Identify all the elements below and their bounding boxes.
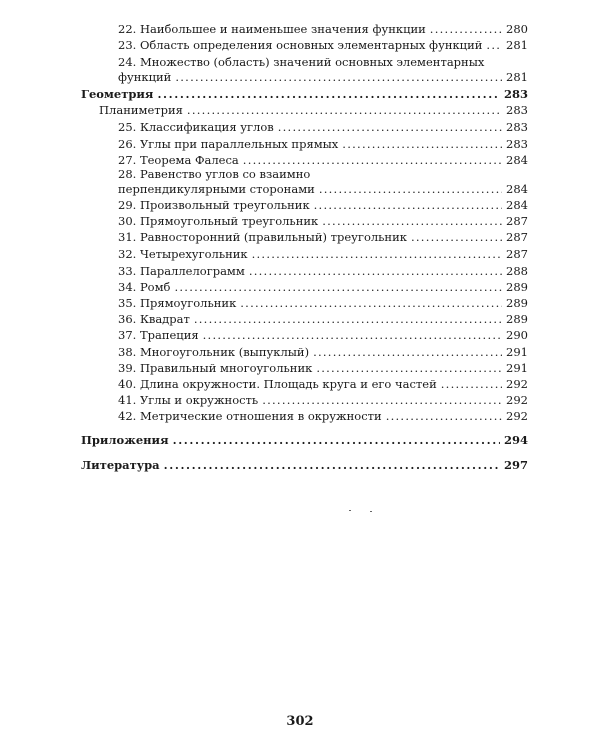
- toc-entry-26[interactable]: [118, 137, 528, 151]
- toc-entry-title: 38. Многоугольник (выпуклый): [118, 345, 310, 359]
- toc-entry-title: 22. Наибольшее и наименьшее значения функции: [118, 22, 426, 36]
- toc-entry-27[interactable]: [118, 153, 528, 167]
- toc-entry-page: 284: [506, 153, 528, 167]
- dot-leader: [313, 345, 502, 359]
- toc-entry-title-line1: 28. Равенство углов со взаимно: [118, 167, 311, 181]
- dot-leader: [157, 87, 500, 101]
- toc-entry-37[interactable]: [118, 328, 528, 342]
- dot-leader: [164, 458, 500, 472]
- dot-leader: [175, 70, 502, 84]
- toc-entry-title: Планиметрия: [99, 103, 183, 117]
- dot-leader: [174, 280, 502, 294]
- toc-entry-page: 289: [506, 280, 528, 294]
- toc-entry-title: 41. Углы и окружность: [118, 393, 259, 407]
- toc-entry-title: 33. Параллелограмм: [118, 264, 245, 278]
- page-number: 302: [286, 714, 314, 729]
- dot-leader: [386, 409, 502, 423]
- dot-leader: [278, 120, 502, 134]
- toc-entry-page: 283: [506, 137, 528, 151]
- toc-entry-32[interactable]: [118, 247, 528, 261]
- toc-entry-22[interactable]: [118, 22, 528, 36]
- toc-entry-39[interactable]: [118, 361, 528, 375]
- toc-entry-34[interactable]: [118, 280, 528, 294]
- toc-entry-title: Приложения: [81, 433, 169, 447]
- toc-entry-title: функций: [118, 70, 172, 84]
- toc-entry-title: Литература: [81, 458, 160, 472]
- toc-entry-page: 297: [503, 458, 528, 472]
- dot-leader: [322, 214, 502, 228]
- toc-entry-title-line1: 24. Множество (область) значений основных элементарных: [118, 55, 485, 69]
- toc-entry-title: 37. Трапеция: [118, 328, 199, 342]
- toc-entry-41[interactable]: [118, 393, 528, 407]
- scan-speck: [349, 510, 351, 511]
- toc-entry-page: 294: [503, 433, 528, 447]
- dot-leader: [316, 361, 502, 375]
- toc-entry-title: 35. Прямоугольник: [118, 296, 237, 310]
- toc-entry-page: 289: [506, 296, 528, 310]
- toc-entry-title: 39. Правильный многоугольник: [118, 361, 313, 375]
- dot-leader: [430, 22, 502, 36]
- toc-entry-38[interactable]: [118, 345, 528, 359]
- toc-entry-title: 26. Углы при параллельных прямых: [118, 137, 339, 151]
- dot-leader: [441, 377, 502, 391]
- toc-entry-page: 289: [506, 312, 528, 326]
- toc-entry-page: 283: [503, 87, 528, 101]
- dot-leader: [243, 153, 502, 167]
- dot-leader: [194, 312, 502, 326]
- dot-leader: [314, 198, 502, 212]
- toc-entry-page: 283: [506, 120, 528, 134]
- toc-section-appendices[interactable]: [81, 433, 528, 447]
- toc-entry-page: 292: [506, 377, 528, 391]
- toc-entry-page: 284: [506, 198, 528, 212]
- toc-entry-page: 287: [506, 247, 528, 261]
- toc-entry-23[interactable]: [118, 38, 528, 52]
- toc-entry-page: 291: [506, 345, 528, 359]
- toc-entry-30[interactable]: [118, 214, 528, 228]
- toc-entry-page: 287: [506, 214, 528, 228]
- toc-entry-page: 291: [506, 361, 528, 375]
- dot-leader: [173, 433, 500, 447]
- toc-entry-page: 281: [506, 70, 528, 84]
- toc-entry-title: перпендикулярными сторонами: [118, 182, 315, 196]
- toc-entry-42[interactable]: [118, 409, 528, 423]
- toc-section-geometry[interactable]: [81, 87, 528, 101]
- dot-leader: [411, 230, 502, 244]
- toc-entry-title: 30. Прямоугольный треугольник: [118, 214, 319, 228]
- toc-entry-40[interactable]: [118, 377, 528, 391]
- toc-entry-title: 27. Теорема Фалеса: [118, 153, 239, 167]
- toc-entry-title: 40. Длина окружности. Площадь круга и его частей: [118, 377, 437, 391]
- toc-section-literature[interactable]: [81, 458, 528, 472]
- toc-entry-page: 283: [506, 103, 528, 117]
- toc-entry-page: 281: [506, 38, 528, 52]
- toc-entry-35[interactable]: [118, 296, 528, 310]
- toc-entry-title: 36. Квадрат: [118, 312, 190, 326]
- toc-entry-title: 34. Ромб: [118, 280, 171, 294]
- toc-entry-title: Геометрия: [81, 87, 154, 101]
- toc-entry-title: 31. Равносторонний (правильный) треугольник: [118, 230, 407, 244]
- toc-entry-page: 284: [506, 182, 528, 196]
- toc-entry-page: 290: [506, 328, 528, 342]
- dot-leader: [486, 38, 502, 52]
- toc-entry-page: 280: [506, 22, 528, 36]
- scan-speck: [370, 511, 372, 512]
- toc-entry-33[interactable]: [118, 264, 528, 278]
- toc-entry-title: 32. Четырехугольник: [118, 247, 248, 261]
- dot-leader: [319, 182, 502, 196]
- toc-subsection-planimetry[interactable]: [99, 103, 528, 117]
- toc-entry-title: 42. Метрические отношения в окружности: [118, 409, 382, 423]
- dot-leader: [187, 103, 502, 117]
- toc-entry-25[interactable]: [118, 120, 528, 134]
- toc-entry-29[interactable]: [118, 198, 528, 212]
- toc-entry-36[interactable]: [118, 312, 528, 326]
- dot-leader: [262, 393, 502, 407]
- toc-entry-title: 23. Область определения основных элементарных функций: [118, 38, 483, 52]
- toc-entry-page: 292: [506, 409, 528, 423]
- dot-leader: [240, 296, 502, 310]
- toc-entry-31[interactable]: [118, 230, 528, 244]
- toc-entry-24[interactable]: [118, 55, 528, 84]
- dot-leader: [249, 264, 502, 278]
- toc-entry-title: 25. Классификация углов: [118, 120, 274, 134]
- dot-leader: [252, 247, 502, 261]
- dot-leader: [342, 137, 502, 151]
- toc-entry-page: 288: [506, 264, 528, 278]
- toc-entry-page: 292: [506, 393, 528, 407]
- toc-entry-28[interactable]: [118, 167, 528, 196]
- toc-entry-page: 287: [506, 230, 528, 244]
- toc-entry-title: 29. Произвольный треугольник: [118, 198, 310, 212]
- dot-leader: [203, 328, 502, 342]
